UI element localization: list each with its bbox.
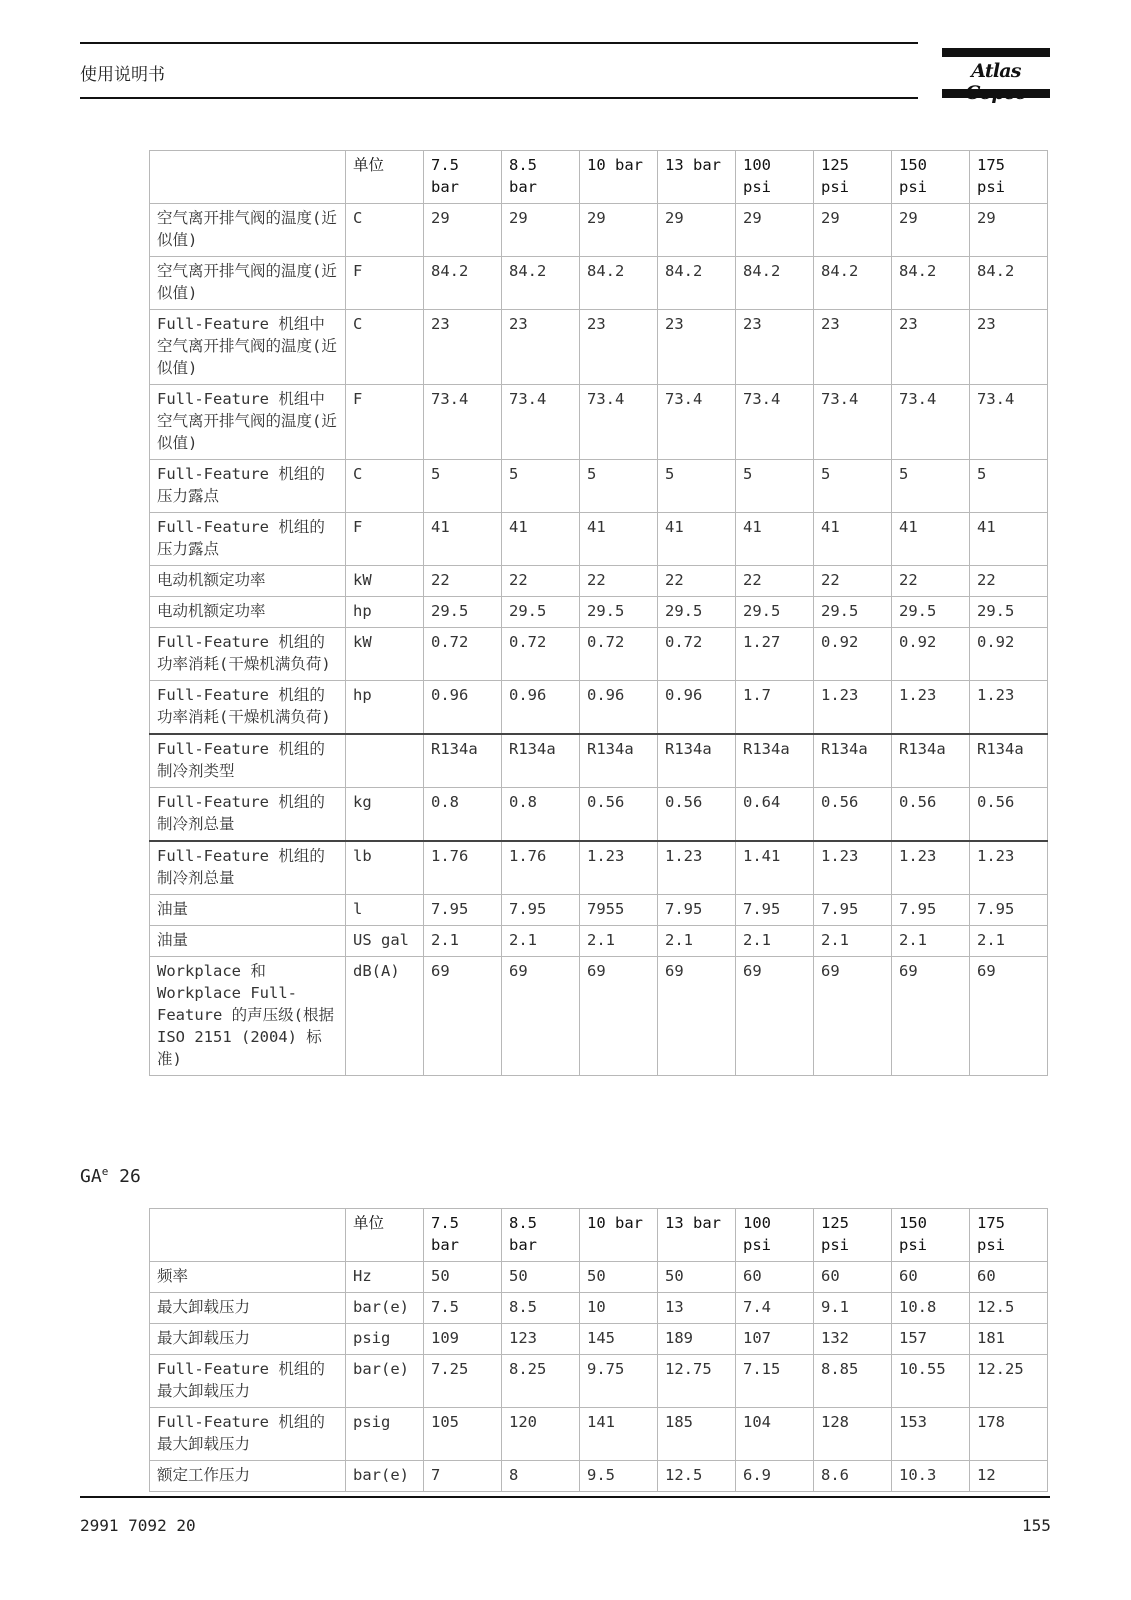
table-row: [150, 1461, 1048, 1492]
header-cell-pressure: 8.5 bar: [502, 151, 580, 204]
value-cell: 8.85: [814, 1355, 892, 1408]
logo-bar-top: [942, 48, 1050, 57]
header-cell-pressure: 150 psi: [892, 151, 970, 204]
logo-bar-bottom: [942, 89, 1050, 98]
header-cell-unit: 单位: [346, 1209, 424, 1262]
value-cell: 0.56: [814, 788, 892, 842]
value-cell: 50: [502, 1262, 580, 1293]
value-cell: 73.4: [580, 385, 658, 460]
row-unit: hp: [346, 681, 424, 735]
value-cell: 22: [814, 566, 892, 597]
header-rule-bottom: [80, 97, 918, 99]
row-unit: psig: [346, 1324, 424, 1355]
value-cell: 69: [814, 957, 892, 1076]
value-cell: 29.5: [814, 597, 892, 628]
footer-rule: [80, 1496, 1050, 1498]
value-cell: R134a: [892, 734, 970, 788]
value-cell: 60: [970, 1262, 1048, 1293]
value-cell: 41: [814, 513, 892, 566]
row-unit: US gal: [346, 926, 424, 957]
value-cell: 7955: [580, 895, 658, 926]
header-cell-pressure: 13 bar: [658, 1209, 736, 1262]
value-cell: 84.2: [736, 257, 814, 310]
value-cell: 5: [892, 460, 970, 513]
value-cell: 0.72: [424, 628, 502, 681]
row-label: Full-Feature 机组的制冷剂总量: [150, 788, 346, 842]
table-row: [150, 788, 1048, 842]
table-row: [150, 841, 1048, 895]
value-cell: 107: [736, 1324, 814, 1355]
table-row: [150, 734, 1048, 788]
value-cell: 7.95: [736, 895, 814, 926]
value-cell: 84.2: [814, 257, 892, 310]
value-cell: 2.1: [814, 926, 892, 957]
table-row: [150, 926, 1048, 957]
value-cell: 22: [580, 566, 658, 597]
value-cell: 12.5: [658, 1461, 736, 1492]
header-cell-pressure: 10 bar: [580, 151, 658, 204]
header-cell-empty: [150, 151, 346, 204]
header-cell-pressure: 100 psi: [736, 151, 814, 204]
row-label: 电动机额定功率: [150, 597, 346, 628]
value-cell: 141: [580, 1408, 658, 1461]
row-unit: [346, 734, 424, 788]
value-cell: 29.5: [970, 597, 1048, 628]
value-cell: 22: [892, 566, 970, 597]
value-cell: 84.2: [892, 257, 970, 310]
header-cell-pressure: 10 bar: [580, 1209, 658, 1262]
value-cell: 29.5: [424, 597, 502, 628]
value-cell: 2.1: [736, 926, 814, 957]
value-cell: 29.5: [658, 597, 736, 628]
value-cell: 0.96: [424, 681, 502, 735]
header-cell-unit: 单位: [346, 151, 424, 204]
value-cell: 73.4: [502, 385, 580, 460]
table-row: [150, 460, 1048, 513]
value-cell: 109: [424, 1324, 502, 1355]
value-cell: 1.23: [814, 681, 892, 735]
value-cell: 69: [424, 957, 502, 1076]
value-cell: 0.72: [658, 628, 736, 681]
value-cell: 69: [970, 957, 1048, 1076]
row-label: 空气离开排气阀的温度(近似值): [150, 257, 346, 310]
document-number: 2991 7092 20: [80, 1516, 196, 1535]
value-cell: 7.95: [814, 895, 892, 926]
value-cell: 41: [658, 513, 736, 566]
value-cell: 0.92: [892, 628, 970, 681]
table-row: [150, 1355, 1048, 1408]
value-cell: 8.5: [502, 1293, 580, 1324]
value-cell: R134a: [580, 734, 658, 788]
row-unit: F: [346, 385, 424, 460]
atlas-copco-logo: [942, 48, 1050, 100]
header-cell-pressure: 100 psi: [736, 1209, 814, 1262]
header-cell-empty: [150, 1209, 346, 1262]
row-label: Full-Feature 机组的最大卸载压力: [150, 1355, 346, 1408]
value-cell: 0.92: [814, 628, 892, 681]
value-cell: 1.23: [892, 841, 970, 895]
table-row: [150, 1293, 1048, 1324]
section-title-gae26: [80, 1165, 141, 1187]
table-row: [150, 513, 1048, 566]
value-cell: 69: [658, 957, 736, 1076]
row-label: Full-Feature 机组中空气离开排气阀的温度(近似值): [150, 385, 346, 460]
value-cell: 1.23: [658, 841, 736, 895]
value-cell: 29: [580, 204, 658, 257]
value-cell: 7: [424, 1461, 502, 1492]
row-label: 油量: [150, 895, 346, 926]
row-label: Full-Feature 机组的压力露点: [150, 513, 346, 566]
value-cell: 0.8: [502, 788, 580, 842]
value-cell: 23: [970, 310, 1048, 385]
table-row: [150, 957, 1048, 1076]
row-unit: C: [346, 204, 424, 257]
value-cell: 12: [970, 1461, 1048, 1492]
value-cell: 41: [736, 513, 814, 566]
row-unit: bar(e): [346, 1293, 424, 1324]
value-cell: 7.95: [424, 895, 502, 926]
value-cell: 189: [658, 1324, 736, 1355]
value-cell: 41: [580, 513, 658, 566]
value-cell: 22: [424, 566, 502, 597]
section-title-suffix: 26: [108, 1166, 141, 1187]
row-label: 最大卸载压力: [150, 1324, 346, 1355]
value-cell: R134a: [502, 734, 580, 788]
value-cell: 73.4: [736, 385, 814, 460]
page-title: 使用说明书: [80, 65, 165, 85]
header-cell-pressure: 125 psi: [814, 1209, 892, 1262]
value-cell: 2.1: [580, 926, 658, 957]
value-cell: 50: [580, 1262, 658, 1293]
value-cell: 5: [580, 460, 658, 513]
value-cell: 29: [502, 204, 580, 257]
value-cell: 1.23: [970, 681, 1048, 735]
value-cell: 7.95: [658, 895, 736, 926]
table-header-row: [150, 151, 1048, 204]
value-cell: 22: [658, 566, 736, 597]
value-cell: 5: [658, 460, 736, 513]
value-cell: 2.1: [502, 926, 580, 957]
row-label: Full-Feature 机组的最大卸载压力: [150, 1408, 346, 1461]
value-cell: 84.2: [424, 257, 502, 310]
row-unit: C: [346, 460, 424, 513]
table-row: [150, 566, 1048, 597]
row-unit: F: [346, 257, 424, 310]
value-cell: 60: [892, 1262, 970, 1293]
value-cell: 29.5: [736, 597, 814, 628]
value-cell: 153: [892, 1408, 970, 1461]
value-cell: 5: [814, 460, 892, 513]
row-label: Full-Feature 机组的功率消耗(干燥机满负荷): [150, 681, 346, 735]
value-cell: 29: [814, 204, 892, 257]
value-cell: 0.56: [658, 788, 736, 842]
value-cell: 12.5: [970, 1293, 1048, 1324]
table-row: [150, 1408, 1048, 1461]
row-unit: lb: [346, 841, 424, 895]
value-cell: 0.72: [580, 628, 658, 681]
value-cell: 69: [736, 957, 814, 1076]
value-cell: 41: [424, 513, 502, 566]
value-cell: 29.5: [502, 597, 580, 628]
value-cell: 23: [502, 310, 580, 385]
value-cell: 23: [580, 310, 658, 385]
table-row: [150, 385, 1048, 460]
value-cell: 84.2: [502, 257, 580, 310]
value-cell: 84.2: [970, 257, 1048, 310]
value-cell: 1.27: [736, 628, 814, 681]
row-label: 油量: [150, 926, 346, 957]
table-row: [150, 310, 1048, 385]
value-cell: 1.41: [736, 841, 814, 895]
value-cell: 8: [502, 1461, 580, 1492]
value-cell: 69: [502, 957, 580, 1076]
value-cell: 2.1: [970, 926, 1048, 957]
row-unit: hp: [346, 597, 424, 628]
value-cell: 29: [658, 204, 736, 257]
value-cell: 0.72: [502, 628, 580, 681]
row-label: 空气离开排气阀的温度(近似值): [150, 204, 346, 257]
value-cell: 7.95: [970, 895, 1048, 926]
value-cell: 50: [658, 1262, 736, 1293]
value-cell: 60: [814, 1262, 892, 1293]
table-header-row: [150, 1209, 1048, 1262]
value-cell: 9.75: [580, 1355, 658, 1408]
value-cell: 8.6: [814, 1461, 892, 1492]
value-cell: 2.1: [892, 926, 970, 957]
value-cell: 1.76: [424, 841, 502, 895]
value-cell: 181: [970, 1324, 1048, 1355]
value-cell: 29.5: [892, 597, 970, 628]
value-cell: 132: [814, 1324, 892, 1355]
value-cell: 50: [424, 1262, 502, 1293]
value-cell: 1.23: [814, 841, 892, 895]
value-cell: 2.1: [424, 926, 502, 957]
value-cell: 1.23: [892, 681, 970, 735]
value-cell: 0.92: [970, 628, 1048, 681]
row-unit: kg: [346, 788, 424, 842]
value-cell: 73.4: [970, 385, 1048, 460]
header-cell-pressure: 175 psi: [970, 1209, 1048, 1262]
value-cell: 9.1: [814, 1293, 892, 1324]
row-unit: psig: [346, 1408, 424, 1461]
value-cell: 10: [580, 1293, 658, 1324]
section-title-superscript: e: [101, 1165, 109, 1178]
value-cell: 23: [736, 310, 814, 385]
header-cell-pressure: 175 psi: [970, 151, 1048, 204]
value-cell: 73.4: [658, 385, 736, 460]
value-cell: 0.56: [892, 788, 970, 842]
row-label: Workplace 和 Workplace Full-Feature 的声压级(根据 ISO 2151 (2004) 标准): [150, 957, 346, 1076]
section-title-main: GA: [80, 1166, 102, 1187]
value-cell: 1.23: [580, 841, 658, 895]
value-cell: 10.55: [892, 1355, 970, 1408]
value-cell: 104: [736, 1408, 814, 1461]
value-cell: 157: [892, 1324, 970, 1355]
value-cell: 29: [892, 204, 970, 257]
spec-table-1: [149, 150, 1048, 1076]
value-cell: 9.5: [580, 1461, 658, 1492]
value-cell: 69: [892, 957, 970, 1076]
table-row: [150, 681, 1048, 735]
value-cell: 0.96: [580, 681, 658, 735]
value-cell: 29.5: [580, 597, 658, 628]
row-label: Full-Feature 机组的压力露点: [150, 460, 346, 513]
value-cell: 29: [970, 204, 1048, 257]
spec-table-1-body: [150, 151, 1048, 1076]
value-cell: 7.95: [502, 895, 580, 926]
spec-table-2-body: [150, 1209, 1048, 1492]
row-unit: bar(e): [346, 1355, 424, 1408]
row-unit: l: [346, 895, 424, 926]
value-cell: 22: [502, 566, 580, 597]
row-label: 最大卸载压力: [150, 1293, 346, 1324]
value-cell: R134a: [970, 734, 1048, 788]
value-cell: 7.5: [424, 1293, 502, 1324]
value-cell: R134a: [814, 734, 892, 788]
value-cell: 5: [736, 460, 814, 513]
logo-wordmark: Atlas: [971, 60, 1021, 82]
table-row: [150, 597, 1048, 628]
value-cell: 29: [736, 204, 814, 257]
row-unit: kW: [346, 566, 424, 597]
value-cell: 6.9: [736, 1461, 814, 1492]
value-cell: 0.56: [580, 788, 658, 842]
value-cell: 73.4: [424, 385, 502, 460]
value-cell: 0.96: [658, 681, 736, 735]
value-cell: 7.4: [736, 1293, 814, 1324]
header-cell-pressure: 150 psi: [892, 1209, 970, 1262]
row-unit: Hz: [346, 1262, 424, 1293]
value-cell: 1.76: [502, 841, 580, 895]
value-cell: 60: [736, 1262, 814, 1293]
row-label: Full-Feature 机组的制冷剂类型: [150, 734, 346, 788]
value-cell: 0.8: [424, 788, 502, 842]
header-cell-pressure: 8.5 bar: [502, 1209, 580, 1262]
row-label: 电动机额定功率: [150, 566, 346, 597]
table-row: [150, 204, 1048, 257]
value-cell: 105: [424, 1408, 502, 1461]
value-cell: 23: [814, 310, 892, 385]
row-label: 额定工作压力: [150, 1461, 346, 1492]
value-cell: R134a: [658, 734, 736, 788]
row-label: Full-Feature 机组的制冷剂总量: [150, 841, 346, 895]
row-unit: dB(A): [346, 957, 424, 1076]
value-cell: 145: [580, 1324, 658, 1355]
table-row: [150, 895, 1048, 926]
value-cell: 7.15: [736, 1355, 814, 1408]
row-unit: C: [346, 310, 424, 385]
value-cell: 29: [424, 204, 502, 257]
header-rule-top: [80, 42, 918, 44]
value-cell: 2.1: [658, 926, 736, 957]
value-cell: R134a: [736, 734, 814, 788]
value-cell: 1.23: [970, 841, 1048, 895]
row-unit: kW: [346, 628, 424, 681]
value-cell: 0.96: [502, 681, 580, 735]
row-unit: F: [346, 513, 424, 566]
header-cell-pressure: 13 bar: [658, 151, 736, 204]
value-cell: 0.56: [970, 788, 1048, 842]
table-row: [150, 628, 1048, 681]
value-cell: 41: [970, 513, 1048, 566]
value-cell: 10.8: [892, 1293, 970, 1324]
value-cell: 8.25: [502, 1355, 580, 1408]
table-row: [150, 1262, 1048, 1293]
value-cell: 178: [970, 1408, 1048, 1461]
value-cell: 69: [580, 957, 658, 1076]
value-cell: 12.75: [658, 1355, 736, 1408]
value-cell: 0.64: [736, 788, 814, 842]
value-cell: 7.25: [424, 1355, 502, 1408]
value-cell: 41: [892, 513, 970, 566]
value-cell: 23: [892, 310, 970, 385]
value-cell: 10.3: [892, 1461, 970, 1492]
value-cell: 5: [424, 460, 502, 513]
value-cell: 7.95: [892, 895, 970, 926]
header-cell-pressure: 7.5 bar: [424, 1209, 502, 1262]
value-cell: 123: [502, 1324, 580, 1355]
header-cell-pressure: 7.5 bar: [424, 151, 502, 204]
row-label: Full-Feature 机组中空气离开排气阀的温度(近似值): [150, 310, 346, 385]
value-cell: 23: [424, 310, 502, 385]
value-cell: 5: [970, 460, 1048, 513]
header-cell-pressure: 125 psi: [814, 151, 892, 204]
value-cell: 22: [970, 566, 1048, 597]
table-row: [150, 257, 1048, 310]
value-cell: 84.2: [658, 257, 736, 310]
value-cell: 23: [658, 310, 736, 385]
value-cell: 73.4: [892, 385, 970, 460]
value-cell: 13: [658, 1293, 736, 1324]
value-cell: 185: [658, 1408, 736, 1461]
page-number: 155: [1022, 1516, 1051, 1535]
value-cell: 41: [502, 513, 580, 566]
value-cell: 73.4: [814, 385, 892, 460]
value-cell: 22: [736, 566, 814, 597]
value-cell: 120: [502, 1408, 580, 1461]
row-label: 频率: [150, 1262, 346, 1293]
value-cell: 5: [502, 460, 580, 513]
row-label: Full-Feature 机组的功率消耗(干燥机满负荷): [150, 628, 346, 681]
spec-table-2: [149, 1208, 1048, 1492]
value-cell: 1.7: [736, 681, 814, 735]
value-cell: R134a: [424, 734, 502, 788]
value-cell: 12.25: [970, 1355, 1048, 1408]
table-row: [150, 1324, 1048, 1355]
value-cell: 84.2: [580, 257, 658, 310]
row-unit: bar(e): [346, 1461, 424, 1492]
value-cell: 128: [814, 1408, 892, 1461]
